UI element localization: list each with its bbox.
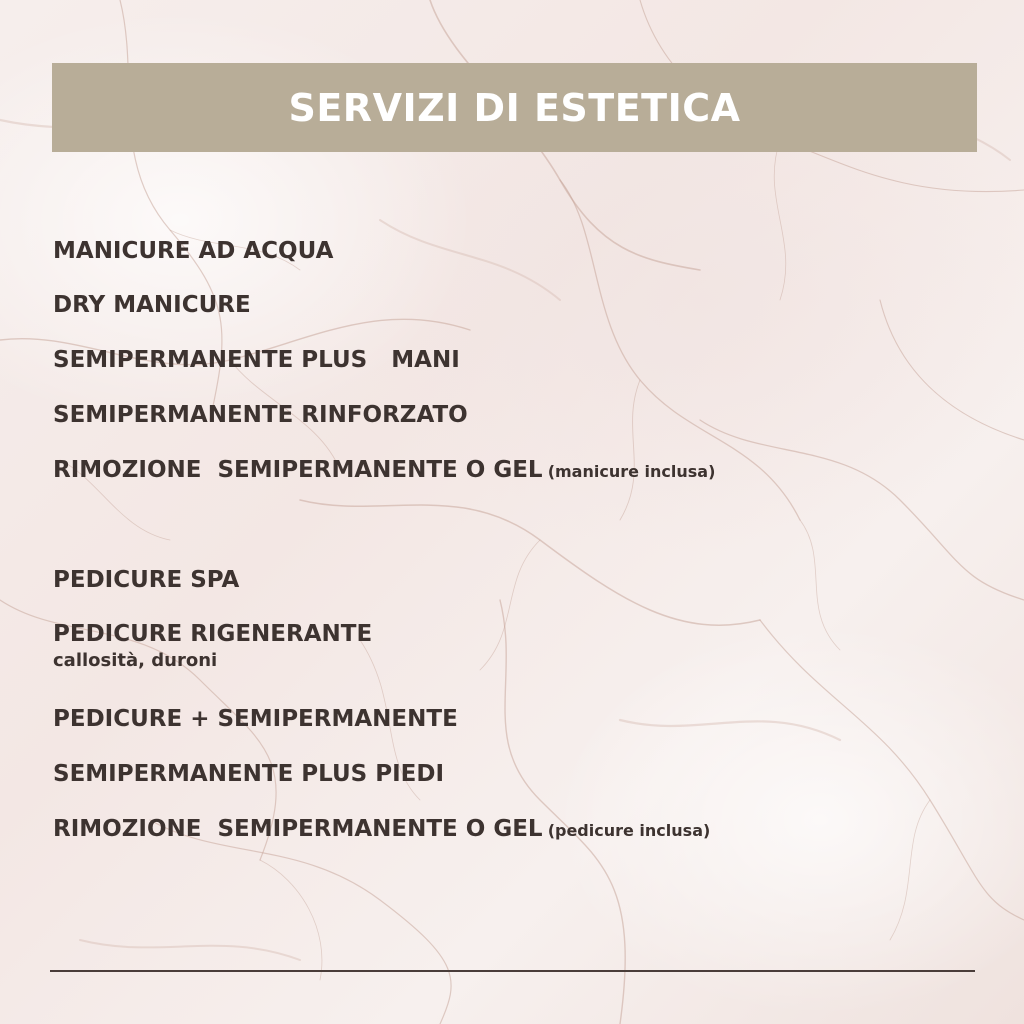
service-item	[53, 346, 460, 374]
services-list	[53, 0, 993, 1024]
service-name: SEMIPERMANENTE RINFORZATO	[53, 402, 468, 428]
service-item	[53, 620, 372, 672]
service-item	[53, 705, 458, 733]
service-name: RIMOZIONE SEMIPERMANENTE O GEL	[53, 816, 543, 842]
service-name: PEDICURE SPA	[53, 567, 240, 593]
service-name: RIMOZIONE SEMIPERMANENTE O GEL	[53, 457, 543, 483]
page-title: SERVIZI DI ESTETICA	[288, 85, 741, 130]
service-item	[53, 401, 468, 429]
service-name: PEDICURE RIGENERANTE	[53, 621, 373, 647]
service-item	[53, 566, 239, 594]
service-item	[53, 291, 251, 319]
service-note: (pedicure inclusa)	[547, 821, 711, 840]
service-subtitle: callosità, duroni	[53, 650, 218, 671]
bottom-divider	[50, 970, 975, 972]
service-item	[53, 760, 444, 788]
service-item	[53, 237, 333, 265]
service-name: DRY MANICURE	[53, 292, 251, 318]
service-name: PEDICURE + SEMIPERMANENTE	[53, 706, 458, 732]
service-name: SEMIPERMANENTE PLUS PIEDI	[53, 761, 445, 787]
service-item	[53, 815, 710, 843]
service-note: (manicure inclusa)	[547, 462, 716, 481]
service-item	[53, 456, 715, 484]
service-name: MANICURE AD ACQUA	[53, 238, 334, 264]
service-name: SEMIPERMANENTE PLUS MANI	[53, 347, 460, 373]
